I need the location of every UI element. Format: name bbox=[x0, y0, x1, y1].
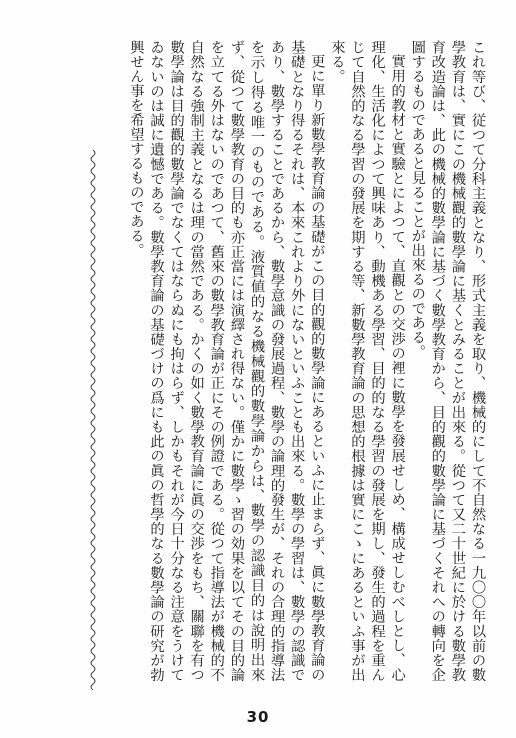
vertical-text-block bbox=[48, 40, 488, 682]
paragraph-1: これ等び、従つて分科主義となり、形式主義を取り、機械的にして不自然なる一九〇〇年以前の數學教育は、實にこの機械觀的數學論に基くとみることが出來る。從つて又二十世紀に於ける數學教育改造論は、此の機械的數學論に基づく數學教育から、目的觀的數學論に基づくそれへの轉向を企圖するものであると見ることが出來るのである。 bbox=[409, 40, 486, 682]
page-number: 30 bbox=[246, 708, 270, 726]
paragraph-2: 實用的教材と實驗とによつて、直觀との交渉の裡に數學を發展せしめ、構成せしむべしとし、心理化、生活化によつて興味あり、動機ある學習、目的的なる學習の發展を期し、發生的過程を重んじて自然的なる學習の發展を期する等、新數學教育論の思想的根據は實にこゝにあるといふ事が出來る。 bbox=[329, 40, 406, 682]
wavy-divider-line bbox=[88, 150, 98, 690]
paragraph-3: 更に單り新數學教育論の基礎がこの目的觀的數學論にあるといふに止まらず、眞に數學教育論の基礎となり得るそれは、本來これより外にないといふことも出來る。數學の學習は、數學の認識であり、數學することであるから、數學意識の發展過程、數學の論理的發生が、それの合理的指導法を示し得る唯一のものである。液質値的なる機械觀的數學論からは、數學の認識目的は說明出來ず、從つて數學教育の目的も亦正當には演繹され得ない。僅かに數學ゝ習の効果を以てその目的論を立てる外はないのであつて、舊來の數學教育論が正にその例證である。從つて指導法が機械的不自然なる強制主義となるは理の當然である。かくの如く數學教育論に眞の交渉をもち、關聯を有つ數學論は目的觀的數學論でなくてはならぬにも拘はらず、しかもそれが今日十分なる注意をうけてゐないのは誠に遺憾である。數學教育論の基礎づけの爲にも此の眞の哲學的なる數學論の研究が勃興せん事を希望するものである。 bbox=[128, 40, 326, 682]
